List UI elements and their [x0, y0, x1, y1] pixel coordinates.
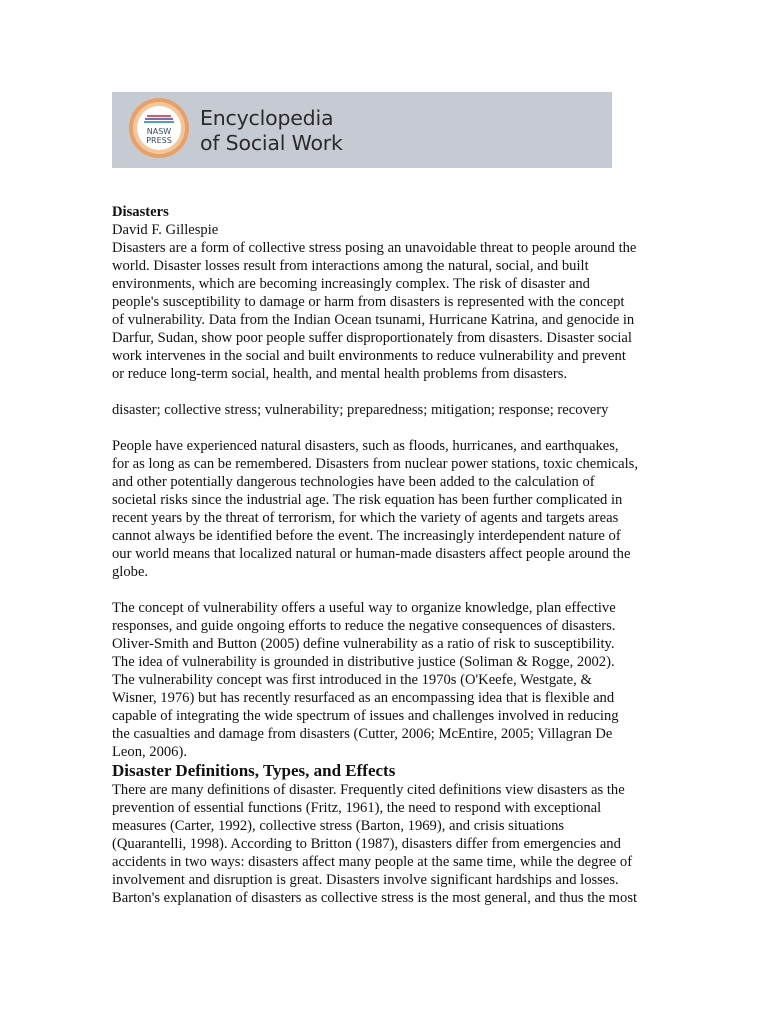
logo-text-line2: PRESS — [146, 136, 172, 145]
text-line: People have experienced natural disasters, such as floods, hurricanes, and earthquakes, — [112, 438, 619, 454]
section-heading: Disaster Definitions, Types, and Effects — [112, 761, 396, 780]
keywords: disaster; collective stress; vulnerability; preparedness; mitigation; response; recovery — [112, 402, 609, 418]
text-line: Disasters are a form of collective stress posing an unavoidable threat to people around the — [112, 240, 637, 256]
text-line: environments, which are becoming increasingly complex. The risk of disaster and — [112, 276, 590, 292]
publication-title-line2: of Social Work — [200, 131, 343, 155]
logo-text-line1: NASW — [146, 127, 172, 136]
text-line: Barton's explanation of disasters as collective stress is the most general, and thus the most — [112, 890, 638, 906]
text-line: There are many definitions of disaster. Frequently cited definitions view disasters as the — [112, 782, 625, 798]
text-line: (Quarantelli, 1998). According to Britton (1987), disasters differ from emergencies and — [112, 836, 621, 852]
nasw-press-logo — [128, 97, 190, 159]
text-line: The vulnerability concept was first introduced in the 1970s (O'Keefe, Westgate, & — [112, 672, 592, 688]
text-line: prevention of essential functions (Fritz, 1961), the need to respond with exceptional — [112, 800, 602, 816]
text-line: the casualties and damage from disasters (Cutter, 2006; McEntire, 2005; Villagran De — [112, 726, 613, 742]
text-line: for as long as can be remembered. Disasters from nuclear power stations, toxic chemicals, — [112, 456, 639, 472]
text-line: world. Disaster losses result from interactions among the natural, social, and built — [112, 258, 589, 274]
text-line: societal risks since the industrial age. The risk equation has been further complicated in — [112, 492, 623, 508]
publication-title-line1: Encyclopedia — [200, 106, 334, 130]
text-line: Wisner, 1976) but has recently resurfaced as an encompassing idea that is flexible and — [112, 690, 615, 706]
article-author: David F. Gillespie — [112, 222, 219, 238]
publication-title — [200, 106, 343, 156]
article-body — [112, 203, 672, 907]
text-line: Oliver-Smith and Button (2005) define vulnerability as a ratio of risk to susceptibility. — [112, 636, 615, 652]
text-line: Darfur, Sudan, show poor people suffer disproportionately from disasters. Disaster social — [112, 330, 632, 346]
text-line: involvement and disruption is great. Disasters involve significant hardships and losses. — [112, 872, 619, 888]
paragraph-definitions — [112, 781, 672, 907]
text-line: capable of integrating the wide spectrum of issues and challenges involved in reducing — [112, 708, 619, 724]
paragraph-vulnerability — [112, 599, 672, 761]
text-line: Leon, 2006). — [112, 744, 187, 760]
abstract — [112, 239, 672, 383]
text-line: responses, and guide ongoing efforts to reduce the negative consequences of disasters. — [112, 618, 616, 634]
paragraph-intro — [112, 437, 672, 581]
article-title: Disasters — [112, 204, 169, 220]
text-line: and other potentially dangerous technologies have been added to the calculation of — [112, 474, 595, 490]
text-line: people's susceptibility to damage or harm from disasters is represented with the concept — [112, 294, 625, 310]
text-line: measures (Carter, 1992), collective stress (Barton, 1969), and crisis situations — [112, 818, 565, 834]
text-line: accidents in two ways: disasters affect many people at the same time, while the degree of — [112, 854, 633, 870]
text-line: work intervenes in the social and built environments to reduce vulnerability and prevent — [112, 348, 626, 364]
text-line: The concept of vulnerability offers a useful way to organize knowledge, plan effective — [112, 600, 616, 616]
text-line: or reduce long-term social, health, and mental health problems from disasters. — [112, 366, 568, 382]
text-line: The idea of vulnerability is grounded in distributive justice (Soliman & Rogge, 2002). — [112, 654, 615, 670]
text-line: of vulnerability. Data from the Indian Ocean tsunami, Hurricane Katrina, and genocide in — [112, 312, 635, 328]
text-line: recent years by the threat of terrorism, for which the variety of agents and targets areas — [112, 510, 619, 526]
text-line: globe. — [112, 564, 149, 580]
text-line: cannot always be identified before the event. The increasingly interdependent nature of — [112, 528, 621, 544]
text-line: our world means that localized natural or human-made disasters affect people around the — [112, 546, 631, 562]
